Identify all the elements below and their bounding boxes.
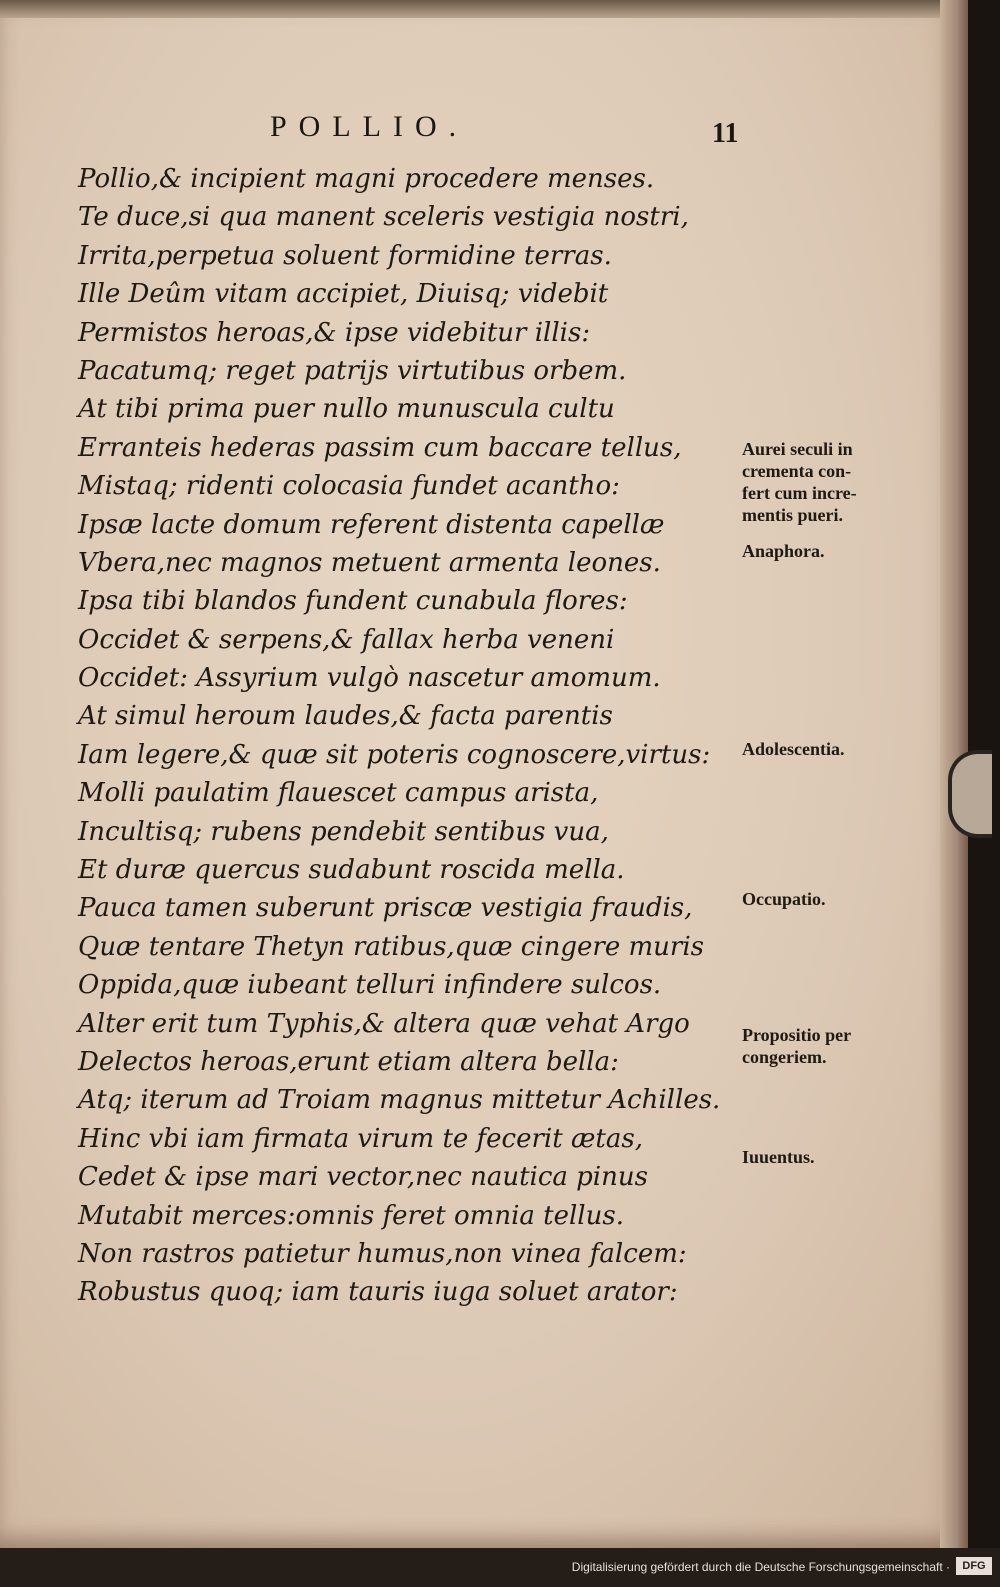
dfg-logo: DFG bbox=[956, 1557, 992, 1575]
verse-line: Mutabit merces:omnis feret omnia tellus. bbox=[78, 1200, 624, 1231]
verse-line: Alter erit tum Typhis,& altera quæ vehat Argo bbox=[78, 1008, 690, 1039]
verse-line: Incultisq; rubens pendebit sentibus vua, bbox=[78, 816, 609, 847]
book-clasp bbox=[948, 750, 992, 838]
verse-line: Quæ tentare Thetyn ratibus,quæ cingere muris bbox=[78, 931, 704, 962]
verse-line: At tibi prima puer nullo munuscula cultu bbox=[78, 394, 615, 425]
page-top-edge bbox=[0, 0, 968, 18]
verse-line: Molli paulatim flauescet campus arista, bbox=[78, 778, 599, 809]
verse-line: Occidet & serpens,& fallax herba veneni bbox=[78, 624, 615, 655]
margin-note-adolescentia: Adolescentia. bbox=[742, 739, 845, 759]
running-title: POLLIO. bbox=[270, 110, 469, 143]
verse-line: At simul heroum laudes,& facta parentis bbox=[78, 701, 613, 732]
footer-credit: Digitalisierung gefördert durch die Deutsche Forschungsgemeinschaft · bbox=[571, 1560, 950, 1574]
verse-line: Ipsa tibi blandos fundent cunabula flores: bbox=[78, 586, 628, 617]
verse-line: Hinc vbi iam firmata virum te fecerit ætas, bbox=[78, 1123, 643, 1154]
margin-note-aurei: Aurei seculi in crementa con- fert cum incre- mentis pueri. bbox=[742, 439, 857, 525]
verse-line: Ille Deûm vitam accipiet, Diuisq; videbit bbox=[78, 279, 609, 310]
verse-line: Te duce,si qua manent sceleris vestigia nostri, bbox=[78, 202, 689, 233]
verse-line: Cedet & ipse mari vector,nec nautica pinus bbox=[78, 1162, 648, 1193]
verse-line: Ipsæ lacte domum referent distenta capellæ bbox=[78, 509, 665, 540]
page-number: 11 bbox=[712, 118, 739, 149]
verse-line: Delectos heroas,erunt etiam altera bella: bbox=[78, 1046, 619, 1077]
verse-line: Mistaq; ridenti colocasia fundet acantho: bbox=[78, 471, 620, 502]
verse-line: Atq; iterum ad Troiam magnus mittetur Achilles. bbox=[78, 1085, 721, 1116]
verse-line: Vbera,nec magnos metuent armenta leones. bbox=[78, 547, 661, 578]
verse-line: Erranteis hederas passim cum baccare tellus, bbox=[78, 432, 682, 463]
margin-note-occupatio: Occupatio. bbox=[742, 889, 826, 909]
verse-line: Pacatumq; reget patrijs virtutibus orbem. bbox=[78, 355, 627, 386]
verse-line: Pollio,& incipient magni procedere menses. bbox=[78, 164, 655, 194]
verse-line: Irrita,perpetua soluent formidine terras. bbox=[78, 240, 612, 271]
verse-line: Oppida,quæ iubeant telluri infindere sulcos. bbox=[78, 970, 662, 1001]
verse-line: Occidet: Assyrium vulgò nascetur amomum. bbox=[78, 663, 661, 694]
verse-block bbox=[78, 160, 758, 1312]
verse-line: Pauca tamen suberunt priscæ vestigia fraudis, bbox=[78, 893, 693, 924]
margin-note-propositio: Propositio per congeriem. bbox=[742, 1025, 852, 1067]
verse-line: Iam legere,& quæ sit poteris cognoscere,virtus: bbox=[78, 739, 711, 770]
verse-line: Et duræ quercus sudabunt roscida mella. bbox=[78, 855, 625, 886]
verse-line: Non rastros patietur humus,non vinea falcem: bbox=[78, 1238, 687, 1269]
verse-line: Robustus quoq; iam tauris iuga soluet arator: bbox=[78, 1277, 678, 1308]
margin-note-anaphora: Anaphora. bbox=[742, 541, 825, 561]
margin-note-iuuentus: Iuuentus. bbox=[742, 1147, 815, 1167]
verse-line: Permistos heroas,& ipse videbitur illis: bbox=[78, 317, 591, 348]
